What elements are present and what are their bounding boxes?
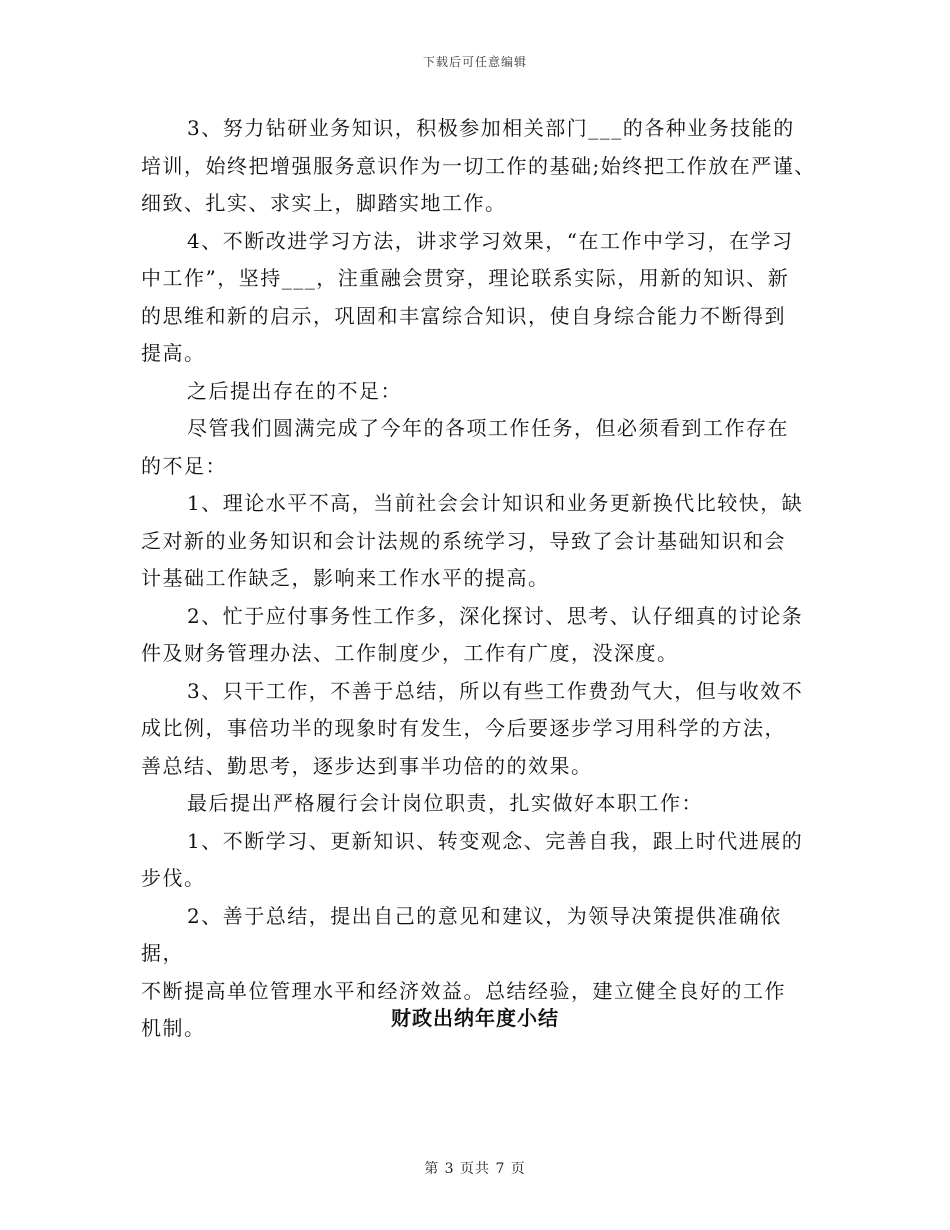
page-number: 第 3 页共 7 页 <box>424 1161 526 1177</box>
paragraph-line: 1、不断学习、更新知识、转变观念、完善自我，跟上时代进展的 <box>187 828 804 853</box>
section-title: 财政出纳年度小结 <box>391 1006 559 1030</box>
paragraph-shortcoming-1 <box>141 485 821 598</box>
paragraph-duties-intro <box>141 785 821 823</box>
paragraph-shortcoming-3 <box>141 673 821 786</box>
paragraph-line: 3、努力钻研业务知识，积极参加相关部门___的各种业务技能的 <box>187 116 795 140</box>
paragraph-line: 的不足： <box>141 453 227 478</box>
paragraph-line: 件及财务管理办法、工作制度少，工作有广度，没深度。 <box>141 641 679 665</box>
paragraph-line: 成比例，事倍功半的现象时有发生，今后要逐步学习用科学的方法， <box>141 716 786 740</box>
paragraph-shortcoming-2 <box>141 598 821 673</box>
paragraph-shortcomings-summary <box>141 410 821 485</box>
paragraph-line: 2、善于总结，提出自己的意见和建议，为领导决策提供准确依据， <box>141 903 782 965</box>
document-body <box>141 110 821 1048</box>
paragraph-line: 机制。 <box>141 1016 206 1040</box>
paragraph-line: 1、理论水平不高，当前社会会计知识和业务更新换代比较快，缺 <box>187 491 804 515</box>
paragraph-line: 细致、扎实、求实上，脚踏实地工作。 <box>141 191 507 215</box>
paragraph-duty-1 <box>141 823 821 898</box>
paragraph-item-3 <box>141 110 821 223</box>
paragraph-line: 尽管我们圆满完成了今年的各项工作任务，但必须看到工作存在 <box>187 416 789 440</box>
paragraph-line: 步伐。 <box>141 866 206 890</box>
paragraph-line: 4、不断改进学习方法，讲求学习效果，“在工作中学习，在学习 <box>187 228 794 253</box>
paragraph-line: 之后提出存在的不足： <box>187 378 402 403</box>
paragraph-line: 培训，始终把增强服务意识作为一切工作的基础;始终把工作放在严谨、 <box>141 153 816 178</box>
paragraph-line: 最后提出严格履行会计岗位职责，扎实做好本职工作： <box>187 791 703 815</box>
paragraph-line: 不断提高单位管理水平和经济效益。总结经验，建立健全良好的工作 <box>141 978 786 1003</box>
paragraph-line: 中工作”，坚持___，注重融会贯穿，理论联系实际，用新的知识、新 <box>141 266 790 290</box>
paragraph-line: 2、忙于应付事务性工作多，深化探讨、思考、认仔细真的讨论条 <box>187 603 804 628</box>
paragraph-line: 的思维和新的启示，巩固和丰富综合知识，使自身综合能力不断得到 <box>141 303 786 328</box>
paragraph-line: 提高。 <box>141 341 206 365</box>
paragraph-shortcomings-intro <box>141 373 821 411</box>
header-note: 下载后可任意编辑 <box>422 55 527 69</box>
paragraph-line: 善总结、勤思考，逐步达到事半功倍的的效果。 <box>141 753 593 778</box>
paragraph-line: 乏对新的业务知识和会计法规的系统学习，导致了会计基础知识和会 <box>141 528 786 553</box>
paragraph-line: 计基础工作缺乏，影响来工作水平的提高。 <box>141 566 550 590</box>
paragraph-item-4 <box>141 223 821 373</box>
paragraph-line: 3、只干工作，不善于总结，所以有些工作费劲气大，但与收效不 <box>187 678 804 703</box>
